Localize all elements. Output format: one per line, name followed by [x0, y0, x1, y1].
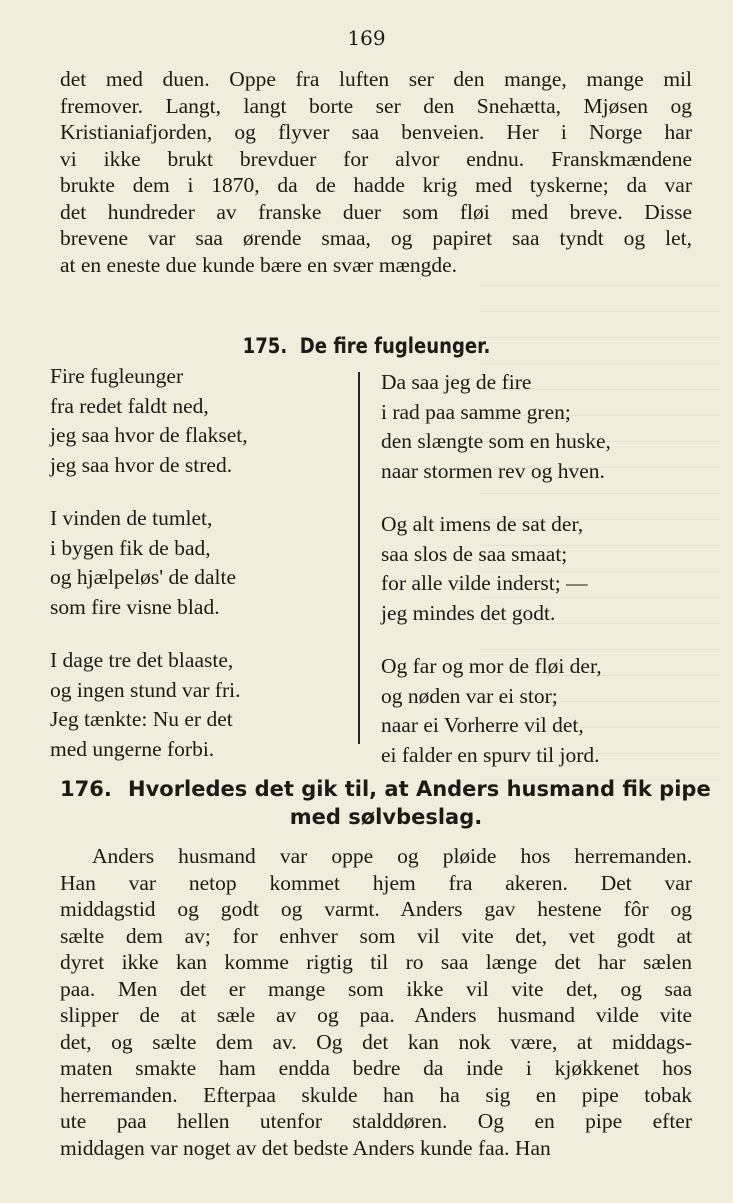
- story-paragraph: [60, 843, 692, 1161]
- verse-line: naar stormen rev og hven.: [381, 458, 605, 483]
- verse-line: og ingen stund var fri.: [50, 677, 241, 702]
- text-line: slipper de at sæle av og paa. Anders husmand vilde vite: [60, 1003, 692, 1027]
- poem-stanza: [50, 362, 350, 480]
- section-175-heading: [51, 334, 681, 358]
- verse-line: i bygen fik de bad,: [50, 535, 211, 560]
- poem-stanza: [381, 368, 681, 486]
- text-line: fremover. Langt, langt borte ser den Snehætta, Mjøsen og: [60, 93, 692, 118]
- verse-line: jeg mindes det godt.: [381, 600, 556, 625]
- verse-line: Da saa jeg de fire: [381, 370, 532, 394]
- verse-line: Og alt imens de sat der,: [381, 512, 584, 536]
- column-divider: [358, 372, 360, 744]
- verse-line: naar ei Vorherre vil det,: [381, 713, 584, 737]
- text-line: vi ikke brukt brevduer for alvor endnu. Franskmændene: [60, 146, 692, 171]
- text-line: Kristianiafjorden, og flyver saa benveien. Her i Norge har: [60, 120, 692, 144]
- text-line: ute paa hellen utenfor stalddøren. Og en pipe efter: [60, 1109, 692, 1133]
- section-176-title-line-2: med sølvbeslag.: [289, 805, 483, 829]
- verse-line: og hjælpeløs' de dalte: [50, 565, 236, 589]
- poem-left-column: [50, 362, 350, 788]
- section-175-title: De fire fugleunger.: [299, 334, 491, 358]
- poem-right-column: [381, 368, 681, 794]
- text-line: det med duen. Oppe fra luften ser den mange, mange mil: [60, 67, 692, 91]
- verse-line: i rad paa samme gren;: [381, 399, 571, 424]
- section-176-number: 176.: [60, 777, 112, 801]
- text-line: sælte dem av; for enhver som vil vite det, vet godt at: [60, 923, 692, 948]
- verse-line: Jeg tænkte: Nu er det: [50, 707, 233, 731]
- poem-stanza: [50, 646, 350, 764]
- text-line: brukte dem i 1870, da de hadde krig med tyskerne; da var: [60, 173, 692, 197]
- poem-stanza: [381, 652, 681, 770]
- verse-line: fra redet faldt ned,: [50, 393, 209, 418]
- verse-line: som fire visne blad.: [50, 594, 220, 619]
- text-line: middagstid og godt og varmt. Anders gav hestene fôr og: [60, 897, 692, 921]
- verse-line: den slængte som en huske,: [381, 429, 611, 453]
- text-line: at en eneste due kunde bære en svær mængde.: [60, 252, 458, 277]
- text-line: middagen var noget av det bedste Anders kunde faa. Han: [60, 1135, 551, 1160]
- verse-line: I dage tre det blaaste,: [50, 648, 234, 672]
- text-line: det, og sælte dem av. Og det kan nok være, at middags-: [60, 1029, 692, 1054]
- text-line: Han var netop kommet hjem fra akeren. Det var: [60, 870, 692, 895]
- verse-line: saa slos de saa smaat;: [381, 541, 568, 566]
- poem-stanza: [381, 510, 681, 628]
- verse-line: jeg saa hvor de flakset,: [50, 423, 248, 447]
- verse-line: I vinden de tumlet,: [50, 506, 213, 530]
- text-line: brevene var saa ørende smaa, og papiret saa tyndt og let,: [60, 226, 692, 250]
- poem-stanza: [50, 504, 350, 622]
- text-line: det hundreder av franske duer som fløi med breve. Disse: [60, 199, 692, 224]
- text-line: herremanden. Efterpaa skulde han ha sig en pipe tobak: [60, 1082, 692, 1107]
- section-175-number: 175.: [242, 334, 288, 358]
- text-line: dyret ikke kan komme rigtig til ro saa længe det har sælen: [60, 950, 692, 974]
- verse-line: Fire fugleunger: [50, 364, 184, 388]
- section-176-title-line-1: Hvorledes det gik til, at Anders husmand fik pipe: [128, 777, 711, 801]
- verse-line: og nøden var ei stor;: [381, 683, 558, 708]
- intro-paragraph: [60, 66, 692, 278]
- text-line: maten smakte ham endda bedre da inde i kjøkkenet hos: [60, 1056, 692, 1080]
- verse-line: jeg saa hvor de stred.: [50, 452, 233, 477]
- text-line: Anders husmand var oppe og pløide hos herremanden.: [92, 844, 692, 868]
- verse-line: for alle vilde inderst; —: [381, 571, 588, 595]
- verse-line: med ungerne forbi.: [50, 736, 215, 761]
- verse-line: Og far og mor de fløi der,: [381, 654, 602, 678]
- text-line: paa. Men det er mange som ikke vil vite det, og saa: [60, 976, 692, 1001]
- page-number: 169: [347, 26, 386, 50]
- verse-line: ei falder en spurv til jord.: [381, 742, 600, 767]
